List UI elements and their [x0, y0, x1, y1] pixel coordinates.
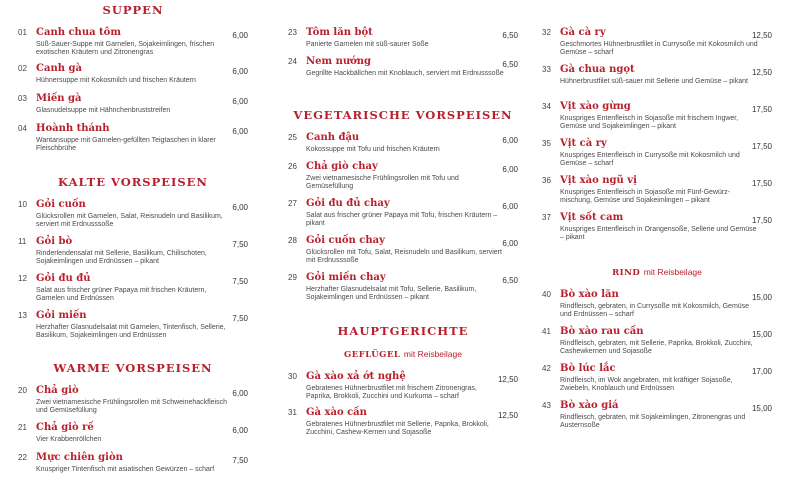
item-price: 6,00 — [232, 31, 248, 40]
item-description: Hühnerbrustfilet süß-sauer mit Sellerie und Gemüse – pikant — [560, 78, 748, 85]
item-description: Knuspriges Entenfleisch in Orangensoße, Sellerie und Gemüse – pikant — [560, 226, 757, 242]
item-description: Rindfleisch, im Wok angebraten, mit kräftiger Sojasoße, Zwiebeln, Knoblauch und Erdnüssen — [560, 377, 733, 393]
item-price: 7,50 — [232, 314, 248, 323]
item-number: 32 — [542, 28, 551, 37]
item-name: Canh gà — [36, 63, 82, 74]
item-name: Gỏi miến chay — [306, 272, 386, 283]
item-number: 40 — [542, 290, 551, 299]
item-name: Vịt sốt cam — [560, 212, 624, 223]
item-name: Chả giò rế — [36, 422, 94, 433]
item-number: 22 — [18, 453, 27, 462]
item-description: Salat aus frischer grüner Papaya mit Tofu, frischen Kräutern – pikant — [306, 212, 498, 228]
item-description: Knuspriges Entenfleisch in Currysoße mit Kokosmilch und Gemüse – scharf — [560, 152, 740, 168]
item-description: Gegrillte Hackbällchen mit Knoblauch, serviert mit Erdnusssoße — [306, 70, 504, 77]
item-name: Gà xào cần — [306, 407, 367, 418]
subsection-title-gefluegel — [288, 349, 518, 360]
item-name: Vịt xào ngũ vị — [560, 175, 637, 186]
item-number: 11 — [18, 237, 27, 246]
item-number: 25 — [288, 133, 297, 142]
item-name: Bò lúc lắc — [560, 363, 616, 374]
item-description: Panierte Garnelen mit süß-saurer Soße — [306, 41, 429, 48]
item-description: Hühnersuppe mit Kokosmilch und frischen Kräutern — [36, 77, 196, 84]
item-description: Herzhafter Glasnudelsalat mit Tofu, Sellerie, Basilikum, Sojakeimlingen und Erdnüssen – pikant — [306, 286, 477, 302]
item-description: Zwei vietnamesische Frühlingsrollen mit Tofu und Gemüsefüllung — [306, 175, 459, 191]
item-price: 17,00 — [751, 367, 772, 376]
item-description: Rinderlendensalat mit Sellerie, Basilikum, Chilischoten, Sojakeimlingen und Erdnüssen – pikant — [36, 250, 207, 266]
item-name: Nem nướng — [306, 56, 372, 67]
item-number: 33 — [542, 65, 551, 74]
item-number: 20 — [18, 386, 27, 395]
item-description: Wantansuppe mit Garnelen-gefüllten Teigtaschen in klarer Fleischbrühe — [36, 137, 216, 153]
item-name: Mực chiên giòn — [36, 452, 123, 463]
item-description: Geschmortes Hühnerbrustfilet in Currysoße mit Kokosmilch und Gemüse – scharf — [560, 41, 758, 57]
item-number: 35 — [542, 139, 551, 148]
item-description: Knuspriger Tintenfisch mit asiatischen Gewürzen – scharf — [36, 466, 215, 473]
item-number: 37 — [542, 213, 551, 222]
item-name: Gà chua ngọt — [560, 64, 635, 75]
item-price: 6,00 — [232, 67, 248, 76]
item-price: 12,50 — [751, 68, 772, 77]
item-price: 12,50 — [497, 375, 518, 384]
item-name: Bò xào lăn — [560, 289, 619, 300]
item-price: 6,00 — [232, 426, 248, 435]
item-description: Kokossuppe mit Tofu und frischen Kräutern — [306, 146, 440, 153]
item-number: 12 — [18, 274, 27, 283]
item-number: 28 — [288, 236, 297, 245]
item-name: Tôm lăn bột — [306, 27, 373, 38]
subsection-name: RIND — [612, 268, 641, 278]
item-number: 24 — [288, 57, 297, 66]
item-price: 7,50 — [232, 240, 248, 249]
item-number: 43 — [542, 401, 551, 410]
item-price: 6,00 — [502, 136, 518, 145]
item-description: Zwei vietnamesische Frühlingsrollen mit Schweinehackfleisch und Gemüsefüllung — [36, 399, 228, 415]
item-name: Gà cà ry — [560, 27, 606, 38]
item-price: 15,00 — [751, 293, 772, 302]
item-description: Herzhafter Glasnudelsalat mit Garnelen, Tintenfisch, Sellerie, Basilikum, Sojakeimlingen und Erdnüssen — [36, 324, 226, 340]
item-price: 6,50 — [502, 276, 518, 285]
item-description: Gebratenes Hühnerbrustfilet mit Sellerie, Paprika, Brokkoli, Zucchini, Cashew-Kernen und Sojasoße — [306, 421, 489, 437]
item-description: Rindfleisch, gebraten, mit Sojakeimlingen, Zitronengras und Austernsoße — [560, 414, 746, 430]
subsection-name: GEFLÜGEL — [343, 350, 401, 360]
item-price: 17,50 — [751, 142, 772, 151]
item-name: Canh chua tôm — [36, 27, 121, 38]
item-number: 29 — [288, 273, 297, 282]
item-number: 10 — [18, 200, 27, 209]
item-description: Salat aus frischer grüner Papaya mit frischen Kräutern, Garnelen und Erdnüssen — [36, 287, 207, 303]
section-title-suppen: SUPPEN — [102, 3, 164, 17]
item-price: 12,50 — [751, 31, 772, 40]
item-number: 01 — [18, 28, 27, 37]
item-name: Vịt cà ry — [560, 138, 607, 149]
item-price: 15,00 — [751, 404, 772, 413]
item-number: 23 — [288, 28, 297, 37]
item-price: 12,50 — [497, 411, 518, 420]
item-price: 6,00 — [502, 239, 518, 248]
item-price: 17,50 — [751, 179, 772, 188]
item-number: 34 — [542, 102, 551, 111]
item-number: 42 — [542, 364, 551, 373]
item-number: 03 — [18, 94, 27, 103]
item-price: 6,00 — [232, 127, 248, 136]
item-number: 41 — [542, 327, 551, 336]
item-price: 15,00 — [751, 330, 772, 339]
section-title-kalte-vorspeisen: KALTE VORSPEISEN — [58, 175, 208, 189]
subsection-note: mit Reisbeilage — [643, 267, 702, 277]
item-name: Gỏi đu đủ chay — [306, 198, 390, 209]
item-name: Chả giò — [36, 385, 79, 396]
item-number: 36 — [542, 176, 551, 185]
item-name: Bò xào giá — [560, 400, 619, 411]
item-description: Glücksrollen mit Tofu, Salat, Reisnudeln und Basilikum, serviert mit Erdnusssoße — [306, 249, 502, 265]
item-price: 6,00 — [502, 165, 518, 174]
item-description: Glasnudelsuppe mit Hähnchenbruststreifen — [36, 107, 171, 114]
item-description: Knuspriges Entenfleisch in Sojasoße mit frischem Ingwer, Gemüse und Sojakeimlingen – pikant — [560, 115, 739, 131]
item-price: 6,00 — [232, 97, 248, 106]
item-number: 26 — [288, 162, 297, 171]
subsection-note: mit Reisbeilage — [403, 349, 462, 359]
section-title-warme-vorspeisen: WARME VORSPEISEN — [53, 361, 213, 375]
section-title-hauptgerichte: HAUPTGERICHTE — [337, 324, 469, 338]
item-name: Gỏi bò — [36, 236, 73, 247]
item-number: 04 — [18, 124, 27, 133]
item-price: 17,50 — [751, 216, 772, 225]
item-name: Gà xào xả ớt nghệ — [306, 371, 406, 382]
item-description: Süß-Sauer-Suppe mit Garnelen, Sojakeimlingen, frischen exotischen Kräutern und Zitronengras — [36, 41, 215, 57]
item-price: 6,00 — [232, 389, 248, 398]
item-name: Gỏi miến — [36, 310, 87, 321]
item-number: 27 — [288, 199, 297, 208]
item-number: 02 — [18, 64, 27, 73]
item-price: 17,50 — [751, 105, 772, 114]
item-name: Gỏi đu đủ — [36, 273, 91, 284]
item-price: 6,50 — [502, 31, 518, 40]
item-name: Hoành thánh — [36, 123, 110, 134]
item-name: Miến gà — [36, 93, 82, 104]
item-description: Rindfleisch, gebraten, in Currysoße mit Kokosmilch, Gemüse und Erdnüssen – scharf — [560, 303, 750, 319]
subsection-title-rind — [542, 267, 772, 278]
item-name: Bò xào rau cần — [560, 326, 644, 337]
item-description: Gebratenes Hühnerbrustfilet mit frischem Zitronengras, Paprika, Brokkoli, Zucchini und Kurkuma – scharf — [306, 385, 477, 401]
item-name: Chả giò chay — [306, 161, 378, 172]
item-number: 31 — [288, 408, 297, 417]
item-description: Knuspriges Entenfleisch in Sojasoße mit Fünf-Gewürz-mischung, Gemüse und Sojakeimlingen – pikant — [560, 189, 731, 205]
item-name: Vịt xào gừng — [560, 101, 631, 112]
item-name: Gỏi cuốn — [36, 199, 86, 210]
item-description: Rindfleisch, gebraten, mit Sellerie, Paprika, Brokkoli, Zucchini, Cashewkernen und Sojasoße — [560, 340, 753, 356]
item-name: Gỏi cuốn chay — [306, 235, 385, 246]
item-number: 30 — [288, 372, 297, 381]
item-price: 7,50 — [232, 277, 248, 286]
item-price: 6,00 — [502, 202, 518, 211]
item-price: 7,50 — [232, 456, 248, 465]
item-price: 6,00 — [232, 203, 248, 212]
item-number: 21 — [18, 423, 27, 432]
item-name: Canh đậu — [306, 132, 360, 143]
item-price: 6,50 — [502, 60, 518, 69]
section-title-vegetarische-vorspeisen: VEGETARISCHE VORSPEISEN — [293, 108, 513, 122]
item-description: Vier Krabbenröllchen — [36, 436, 102, 443]
item-number: 13 — [18, 311, 27, 320]
item-description: Glücksrollen mit Garnelen, Salat, Reisnudeln und Basilikum, serviert mit Erdnusssoße — [36, 213, 223, 229]
